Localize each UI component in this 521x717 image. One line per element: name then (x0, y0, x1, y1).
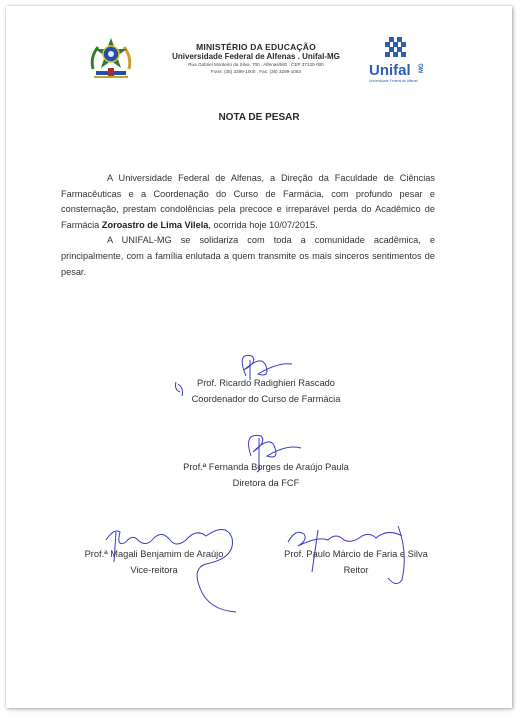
ministry-name: MINISTÉRIO DA EDUCAÇÃO (196, 42, 316, 52)
paragraph-1-text: A Universidade Federal de Alfenas, a Direção da Faculdade de Ciências Farmacêuticas e a Coordenação do Curso de Farmácia, com profundo pesar e consternação, prestam condolências pela precoce e irreparável perda do Acadêmico de Farmácia (61, 173, 435, 230)
student-name: Zoroastro de Lima Vilela (101, 219, 209, 230)
director-role: Diretora da FCF (232, 478, 300, 488)
document-page (6, 6, 512, 708)
body-text (61, 171, 435, 280)
logo-subtitle: Universidade Federal de Alfenas (369, 79, 419, 83)
paragraph-2: A UNIFAL-MG se solidariza com toda a comunidade acadêmica, e principalmente, com a família enlutada a quem transmite os mais sinceros sentimentos de pesar. (61, 235, 435, 277)
director-signature-block (166, 459, 366, 491)
director-name: Prof.ª Fernanda Borges de Araújo Paula (183, 462, 349, 472)
coordinator-signature-block (156, 375, 376, 407)
unifal-logo (367, 35, 433, 89)
rector-signature-block (261, 546, 451, 578)
rector-role: Reitor (343, 565, 369, 575)
address-line: Rua Gabriel Monteiro da Silva, 700 . Alfenas/MG . CEP 37130-000 (188, 62, 324, 67)
coordinator-role: Coordenador do Curso de Farmácia (191, 394, 341, 404)
logo-wordmark: Unifal (369, 62, 411, 79)
vice-rector-signature-block (64, 546, 244, 578)
coordinator-name: Prof. Ricardo Radighieri Rascado (197, 378, 335, 388)
letterhead (146, 42, 366, 75)
brazil-coat-of-arms-icon (88, 35, 134, 85)
paragraph-1 (61, 171, 435, 233)
vice-rector-name: Prof.ª Magali Benjamim de Araújo (84, 549, 224, 559)
paragraph-1-end: , ocorrida hoje 10/07/2015. (208, 219, 318, 230)
rector-name: Prof. Paulo Márcio de Faria e Silva (284, 549, 428, 559)
university-name: Universidade Federal de Alfenas . Unifal-MG (172, 52, 340, 61)
document-title: NOTA DE PESAR (218, 112, 300, 123)
phone-line: Fone: (35) 3299-1000 . Fax: (35) 3299-1063 (211, 69, 301, 74)
vice-rector-role: Vice-reitora (130, 565, 178, 575)
logo-state: MG (419, 63, 425, 73)
